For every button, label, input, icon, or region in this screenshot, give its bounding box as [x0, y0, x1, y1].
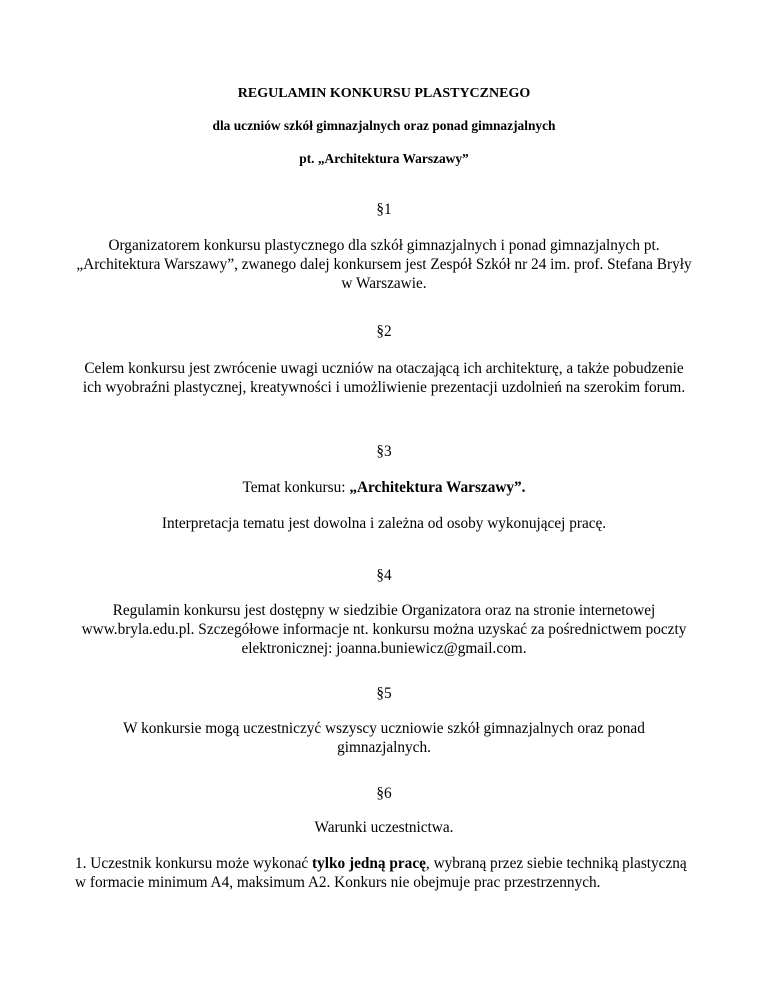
section-1-text: Organizatorem konkursu plastycznego dla szkół gimnazjalnych i ponad gimnazjalnych pt. „Architektura Warszawy”, zwanego dalej konkursem jest Zespół Szkół nr 24 im. prof. Stefana Bryły w Warszawie.	[76, 237, 692, 292]
item-1-suffix: , wybraną przez siebie techniką plastyczną w formacie minimum A4, maksimum A2. Konkurs nie obejmuje prac przestrzennych.	[75, 855, 687, 891]
section-2-text: Celem konkursu jest zwrócenie uwagi uczniów na otaczającą ich architekturę, a także pobudzenie ich wyobraźni plastycznej, kreatywności i umożliwienie prezentacji uzdolnień na szerokim forum.	[82, 360, 686, 396]
section-6-item-1	[75, 854, 693, 892]
section-3-topic-value: „Architektura Warszawy”.	[349, 479, 526, 496]
document-theme: pt. „Architektura Warszawy”	[299, 151, 469, 166]
section-3-heading: §3	[376, 443, 392, 460]
item-1-bold: tylko jedną pracę	[312, 855, 426, 872]
item-1-prefix: 1. Uczestnik konkursu może wykonać	[75, 855, 313, 872]
section-2-heading: §2	[376, 323, 392, 340]
section-6-heading: §6	[376, 785, 392, 802]
section-1-heading: §1	[376, 201, 392, 218]
section-3-topic	[75, 478, 693, 497]
section-4-text: Regulamin konkursu jest dostępny w siedzibie Organizatora oraz na stronie internetowej www.bryla.edu.pl. Szczegółowe informacje nt. konkursu można uzyskać za pośrednictwem poczty elektronicznej: joanna.buniewicz@gmail.com.	[81, 602, 687, 657]
section-3-text: Interpretacja tematu jest dowolna i zależna od osoby wykonującej pracę.	[161, 515, 607, 532]
section-3-topic-label: Temat konkursu:	[242, 479, 350, 496]
section-4-heading: §4	[376, 567, 392, 584]
document-title: REGULAMIN KONKURSU PLASTYCZNEGO	[237, 86, 531, 101]
section-6-subheading: Warunki uczestnictwa.	[314, 819, 454, 836]
section-5-text: W konkursie mogą uczestniczyć wszyscy uczniowie szkół gimnazjalnych oraz ponad gimnazjalnych.	[123, 720, 645, 756]
section-5-heading: §5	[376, 685, 392, 702]
document-subtitle: dla uczniów szkół gimnazjalnych oraz ponad gimnazjalnych	[212, 118, 556, 133]
